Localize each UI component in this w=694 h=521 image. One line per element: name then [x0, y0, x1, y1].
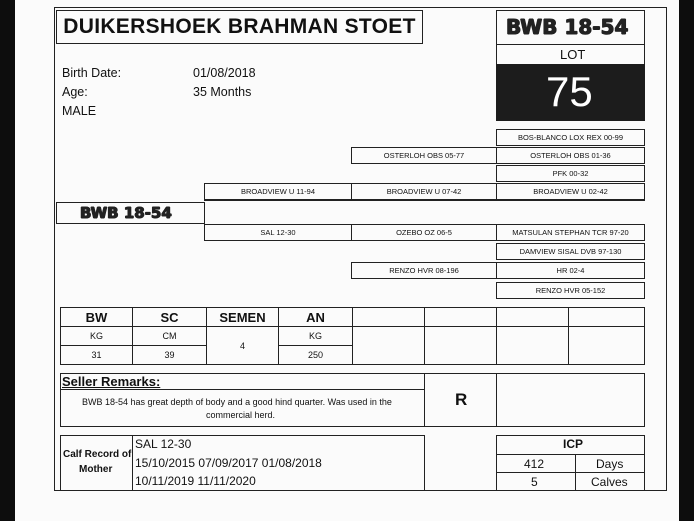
pedigree-dam: SAL 12-30 — [204, 224, 352, 241]
value-semen: 4 — [206, 326, 279, 365]
pedigree-dam-sire: OZEBO OZ 06-5 — [351, 224, 497, 241]
icp-label: ICP — [563, 437, 584, 451]
calf-record-dates-1: 15/10/2015 07/09/2017 01/08/2018 — [135, 456, 322, 470]
icp-days-value: 412 — [524, 457, 545, 471]
pedigree-ggp-7: HR 02-4 — [496, 262, 645, 279]
birth-date-label: Birth Date: — [62, 66, 122, 80]
pedigree-ggp-2: OSTERLOH OBS 01-36 — [496, 147, 645, 164]
header-sc: SC — [132, 307, 207, 327]
empty-cell — [424, 307, 497, 327]
pedigree-ggp-1: BOS-BLANCO LOX REX 00-99 — [496, 129, 645, 146]
remarks-divider — [60, 389, 425, 390]
pedigree-sire: BROADVIEW U 11-94 — [204, 183, 352, 200]
icp-divider-1 — [496, 454, 645, 455]
age-value: 35 Months — [193, 85, 252, 99]
header-bw: BW — [60, 307, 133, 327]
unit-sc: CM — [132, 326, 207, 346]
value-bw: 31 — [60, 345, 133, 365]
lot-number: 75 — [546, 68, 593, 115]
empty-cell — [496, 307, 569, 327]
animal-tag-header: BWB 18-54 — [506, 15, 629, 39]
pedigree-ggp-8: RENZO HVR 05-152 — [496, 282, 645, 299]
icp-calves-value: 5 — [531, 475, 538, 489]
remarks-label: Seller Remarks: — [62, 374, 161, 389]
empty-cell — [496, 326, 569, 365]
pedigree-ggp-3: PFK 00-32 — [496, 165, 645, 182]
sex-label: MALE — [62, 104, 97, 118]
icp-days-label: Days — [596, 457, 624, 471]
empty-cell — [352, 307, 425, 327]
remarks-text-1: BWB 18-54 has great depth of body and a good hind quarter. Was used in the — [82, 397, 392, 407]
value-an: 250 — [278, 345, 353, 365]
pedigree-animal-tag: BWB 18-54 — [80, 204, 172, 222]
pedigree-sire-dam: BROADVIEW U 07-42 — [351, 183, 497, 200]
empty-cell — [568, 307, 645, 327]
calf-record-dates-2: 10/11/2019 11/11/2020 — [135, 474, 256, 488]
lot-label: LOT — [560, 47, 586, 62]
calf-record-box — [60, 435, 133, 491]
age-label: Age: — [62, 85, 88, 99]
pedigree-line-dam — [204, 224, 645, 225]
pedigree-ggp-6: DAMVIEW SISAL DVB 97-130 — [496, 243, 645, 260]
header-semen: SEMEN — [206, 307, 279, 327]
value-sc: 39 — [132, 345, 207, 365]
unit-an: KG — [278, 326, 353, 346]
pedigree-sire-sire: OSTERLOH OBS 05-77 — [351, 147, 497, 164]
icp-calves-label: Calves — [591, 475, 628, 489]
empty-cell — [568, 326, 645, 365]
pedigree-dam-dam: RENZO HVR 08-196 — [351, 262, 497, 279]
pedigree-line-sire — [204, 200, 645, 201]
unit-bw: KG — [60, 326, 133, 346]
calf-record-label-2: Mother — [79, 464, 113, 475]
icp-divider-2 — [496, 472, 645, 473]
calf-record-mother: SAL 12-30 — [135, 437, 192, 451]
remarks-mark: R — [455, 390, 468, 409]
empty-cell — [352, 326, 425, 365]
calf-record-label-1: Calf Record of — [63, 449, 132, 460]
remarks-empty-box — [496, 373, 645, 427]
birth-date-value: 01/08/2018 — [193, 66, 256, 80]
empty-cell — [424, 326, 497, 365]
header-an: AN — [278, 307, 353, 327]
pedigree-ggp-4: BROADVIEW U 02-42 — [496, 183, 645, 200]
icp-divider-v — [575, 454, 576, 491]
pedigree-ggp-5: MATSULAN STEPHAN TCR 97-20 — [496, 224, 645, 241]
stud-name-title: DUIKERSHOEK BRAHMAN STOET — [56, 10, 423, 44]
remarks-text-2: commercial herd. — [206, 410, 276, 420]
